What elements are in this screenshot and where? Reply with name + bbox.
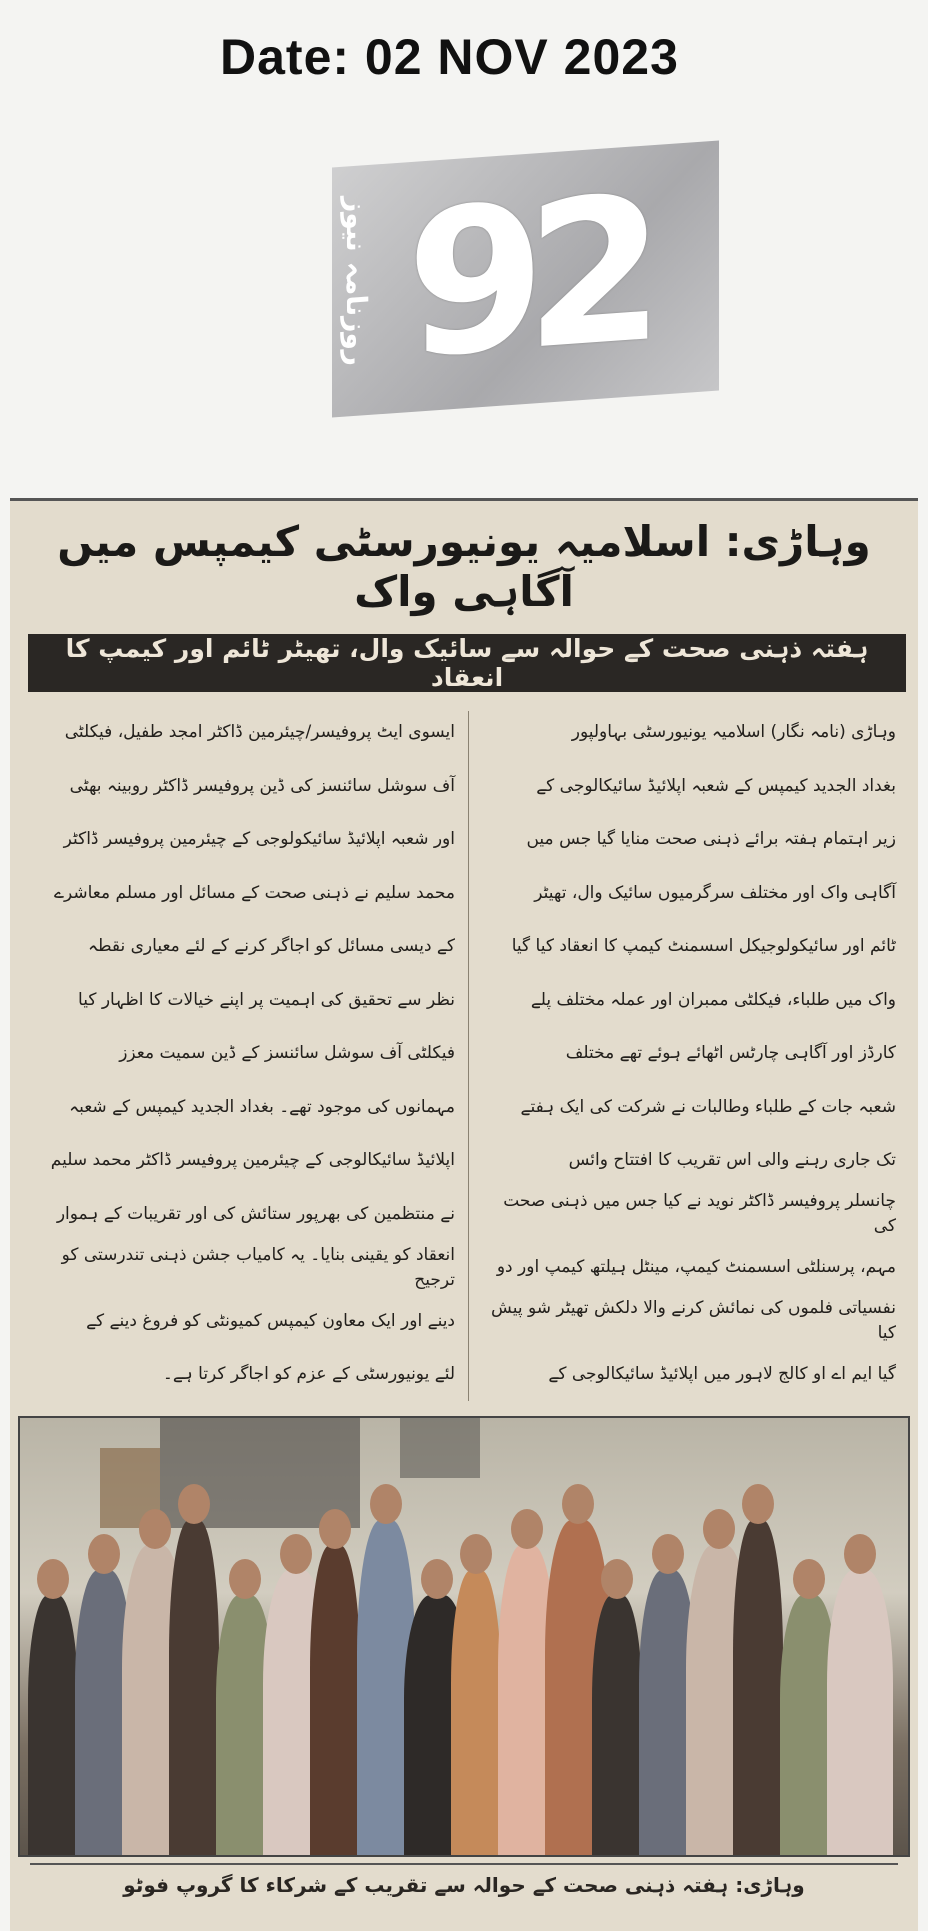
article-line: مہم، پرسنلٹی اسسمنٹ کیمپ، مینٹل ہیلتھ کیمپ اور دو [496, 1257, 896, 1278]
logo-number: 92 [406, 153, 645, 404]
article-line: تک جاری رہنے والی اس تقریب کا افتتاح وائس [568, 1150, 896, 1171]
article-line: واک میں طلباء، فیکلٹی ممبران اور عملہ مختلف پلے [530, 989, 896, 1010]
person-head [652, 1534, 684, 1574]
person-head [319, 1509, 351, 1549]
group-photo [18, 1416, 910, 1857]
newspaper-clipping [10, 498, 918, 1931]
article-line: محمد سلیم نے ذہنی صحت کے مسائل اور مسلم معاشرے [54, 882, 455, 903]
person-figure [451, 1570, 501, 1855]
person-figure [592, 1595, 642, 1855]
person-head [742, 1484, 774, 1524]
article-line: وہاڑی (نامہ نگار) اسلامیہ یونیورسٹی بہاولپور [571, 722, 896, 743]
article-line: نے منتظمین کی بھرپور ستائش کی اور تقریبات کے ہموار [56, 1203, 455, 1224]
person-figure [827, 1570, 893, 1855]
article-line: ایسوی ایٹ پروفیسر/چیئرمین ڈاکٹر امجد طفیل، فیکلٹی [64, 722, 455, 743]
article-line: اور شعبہ اپلائیڈ سائیکولوجی کے چیئرمین پروفیسر ڈاکٹر [63, 829, 455, 850]
article-line: گیا ایم اے او کالج لاہور میں اپلائیڈ سائیکالوجی کے [548, 1364, 896, 1385]
window [400, 1418, 480, 1478]
person-head [280, 1534, 312, 1574]
person-head [88, 1534, 120, 1574]
article-column-left [40, 706, 455, 1402]
article-line: انعقاد کو یقینی بنایا۔ یہ کامیاب جشن ذہنی تندرستی کو ترجیح [61, 1244, 455, 1290]
photo-caption: وہاڑی: ہفتہ ذہنی صحت کے حوالہ سے تقریب کے شرکاء کا گروپ فوٹو [30, 1863, 898, 1905]
article-line: نفسیاتی فلموں کی نمائش کرنے والا دلکش تھیٹر شو پیش کیا [491, 1298, 896, 1344]
person-head [601, 1559, 633, 1599]
article-line: لئے یونیورسٹی کے عزم کو اجاگر کرتا ہے۔ [162, 1364, 455, 1385]
article-line: کارڈز اور آگاہی چارٹس اٹھائے ہوئے تھے مختلف [565, 1043, 896, 1064]
article-column-right [481, 706, 896, 1402]
person-figure [733, 1520, 783, 1855]
article-line: فیکلٹی آف سوشل سائنسز کے ڈین سمیت معزز [119, 1043, 455, 1064]
person-head [178, 1484, 210, 1524]
article-line: بغداد الجدید کیمپس کے شعبہ اپلائیڈ سائیکالوجی کے [536, 775, 896, 796]
person-head [229, 1559, 261, 1599]
date-stamp: Date: 02 NOV 2023 [220, 29, 679, 85]
person-head [844, 1534, 876, 1574]
person-head [421, 1559, 453, 1599]
article-line: اپلائیڈ سائیکالوجی کے چیئرمین پروفیسر ڈاکٹر محمد سلیم [50, 1150, 455, 1171]
person-head [139, 1509, 171, 1549]
subheadline: ہفتہ ذہنی صحت کے حوالہ سے سائیک وال، تھیٹر ٹائم اور کیمپ کا انعقاد [28, 634, 906, 692]
person-head [511, 1509, 543, 1549]
person-head [370, 1484, 402, 1524]
column-divider [468, 711, 469, 1401]
article-line: شعبہ جات کے طلباء وطالبات نے شرکت کی ایک ہفتے [520, 1096, 896, 1117]
person-figure [28, 1595, 78, 1855]
article-line: نظر سے تحقیق کی اہمیت پر اپنے خیالات کا اظہار کیا [78, 989, 455, 1010]
article-line: چانسلر پروفیسر ڈاکٹر نوید نے کیا جس میں ذہنی صحت کی [503, 1191, 896, 1237]
headline: وہاڑی: اسلامیہ یونیورسٹی کیمپس میں آگاہی واک [57, 517, 871, 616]
person-figure [310, 1545, 360, 1855]
logo-urdu-text: روزنامہ نیوز [340, 194, 373, 367]
article-line: ٹائم اور سائیکولوجیکل اسسمنٹ کیمپ کا انعقاد کیا گیا [511, 936, 896, 957]
article-line: زیر اہتمام ہفتہ برائے ذہنی صحت منایا گیا جس میں [526, 829, 896, 850]
article-line: آف سوشل سائنسز کی ڈین پروفیسر ڈاکٹر روبینہ بھٹی [69, 775, 455, 796]
person-head [460, 1534, 492, 1574]
article-line: دینے اور ایک معاون کیمپس کمیونٹی کو فروغ دینے کے [86, 1310, 455, 1331]
article-line: کے دیسی مسائل کو اجاگر کرنے کے لئے معیاری نقطہ [87, 936, 455, 957]
article-line: مہمانوں کی موجود تھے۔ بغداد الجدید کیمپس کے شعبہ [69, 1096, 455, 1117]
person-figure [169, 1520, 219, 1855]
person-head [562, 1484, 594, 1524]
person-head [703, 1509, 735, 1549]
person-head [793, 1559, 825, 1599]
newspaper-logo [332, 140, 719, 417]
person-head [37, 1559, 69, 1599]
article-line: آگاہی واک اور مختلف سرگرمیوں سائیک وال، تھیٹر [534, 882, 896, 903]
